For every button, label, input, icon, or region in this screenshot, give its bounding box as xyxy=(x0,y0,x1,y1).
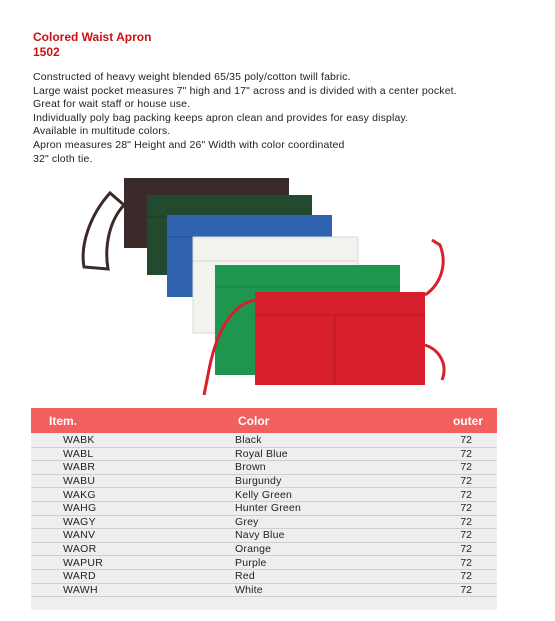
header-item: Item. xyxy=(49,413,78,428)
cell-item: WAOR xyxy=(63,543,97,556)
cell-item: WARD xyxy=(63,570,96,583)
cell-item: WAPUR xyxy=(63,556,104,569)
table-row xyxy=(31,434,497,448)
table-row xyxy=(31,516,497,530)
table-row xyxy=(31,461,497,475)
cell-color: Red xyxy=(235,570,255,583)
table-header xyxy=(31,408,497,433)
cell-item: WAWH xyxy=(63,583,98,596)
cell-color: Navy Blue xyxy=(235,529,285,542)
cell-color: Hunter Green xyxy=(235,502,302,515)
cell-outer: 72 xyxy=(460,570,472,583)
table-row xyxy=(31,543,497,557)
table-row xyxy=(31,556,497,570)
cell-item: WAHG xyxy=(63,502,97,515)
cell-color: Burgundy xyxy=(235,475,282,488)
cell-outer: 72 xyxy=(460,583,472,596)
table-row xyxy=(31,529,497,543)
table-row xyxy=(31,475,497,489)
cell-item: WABL xyxy=(63,447,94,460)
description-line: Great for wait staff or house use. xyxy=(33,98,191,111)
table-row xyxy=(31,570,497,584)
description-line: Constructed of heavy weight blended 65/35 poly/cotton twill fabric. xyxy=(33,71,351,83)
cell-item: WABK xyxy=(63,434,95,447)
description-line: Large waist pocket measures 7" high and 17" across and is divided with a center pocket. xyxy=(33,84,457,97)
cell-outer: 72 xyxy=(460,447,472,460)
cell-color: Kelly Green xyxy=(235,488,293,501)
cell-outer: 72 xyxy=(460,543,472,556)
header-color: Color xyxy=(238,413,270,428)
cell-item: WAGY xyxy=(63,515,96,528)
table-row xyxy=(31,584,497,598)
description-line: Available in multitude colors. xyxy=(33,125,171,138)
cell-item: WABR xyxy=(63,461,96,474)
cell-color: Brown xyxy=(235,461,266,474)
cell-outer: 72 xyxy=(460,556,472,569)
cell-outer: 72 xyxy=(460,461,472,474)
product-table xyxy=(31,408,497,610)
cell-outer: 72 xyxy=(460,434,472,447)
table-body xyxy=(31,433,497,610)
table-row xyxy=(31,488,497,502)
header-outer: outer xyxy=(453,413,483,428)
description-line: Individually poly bag packing keeps apron clean and provides for easy display. xyxy=(33,111,409,124)
cell-outer: 72 xyxy=(460,502,472,515)
cell-color: Royal Blue xyxy=(235,447,288,460)
cell-color: Grey xyxy=(235,515,259,528)
cell-color: Black xyxy=(235,434,262,447)
description-line: Apron measures 28" Height and 26" Width with color coordinated xyxy=(33,138,345,151)
table-row xyxy=(31,502,497,516)
cell-color: Orange xyxy=(235,543,272,556)
cell-outer: 72 xyxy=(460,488,472,501)
product-description xyxy=(33,71,533,166)
product-title-block xyxy=(33,30,151,60)
cell-color: White xyxy=(235,583,263,596)
product-code: 1502 xyxy=(33,45,60,59)
cell-outer: 72 xyxy=(460,475,472,488)
table-row xyxy=(31,448,497,462)
description-line: 32" cloth tie. xyxy=(33,152,93,165)
cell-color: Purple xyxy=(235,556,267,569)
cell-outer: 72 xyxy=(460,515,472,528)
product-title: Colored Waist Apron xyxy=(33,30,152,44)
cell-item: WABU xyxy=(63,475,96,488)
cell-item: WANV xyxy=(63,529,96,542)
cell-outer: 72 xyxy=(460,529,472,542)
product-photo xyxy=(80,175,450,405)
cell-item: WAKG xyxy=(63,488,96,501)
